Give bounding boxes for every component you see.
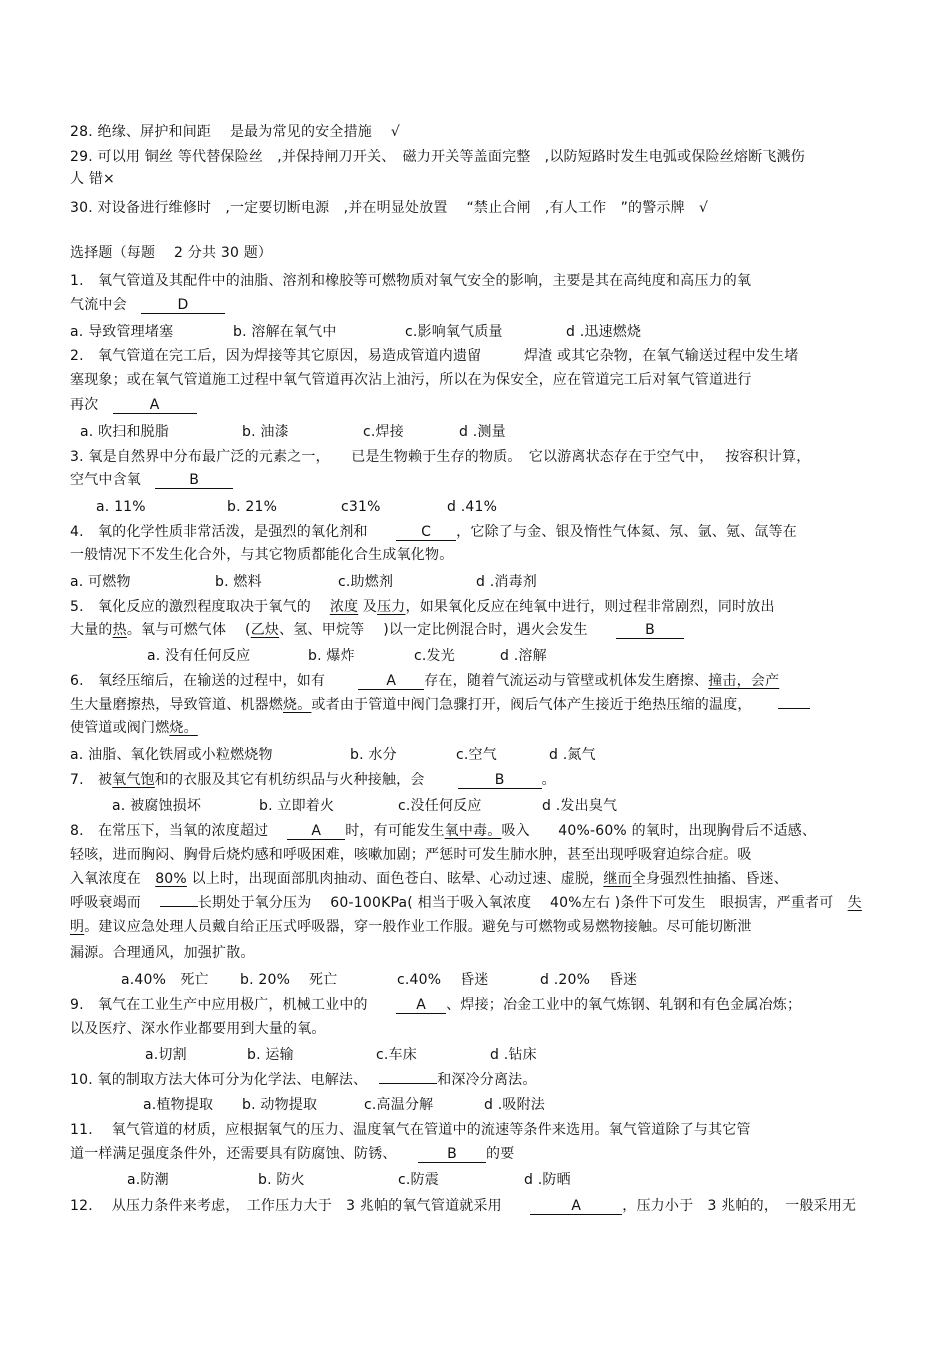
q6-option-c: c.空气 [456,747,497,763]
question-8-text-c: 吸入 40%-60% 的氧时，出现胸骨后不适感、 [501,823,817,839]
q8-option-d: d .20% 昏迷 [540,972,638,988]
question-6-text-e: 使管道或阀门燃 [70,720,170,736]
section-title: 选择题（每题 2 分共 30 题） [70,245,273,261]
question-5-underline-4: 乙炔 [250,622,280,638]
q7-option-a: a. 被腐蚀损坏 [112,798,202,814]
q11-option-a: a.防潮 [127,1172,169,1188]
question-6-text-a: 6. 氧经压缩后，在输送的过程中，如有 [70,673,326,689]
q1-option-a: a. 导致管理堵塞 [70,324,174,340]
question-11-answer: B [418,1146,486,1163]
question-11-text-b: 的要 [486,1146,515,1162]
question-11-line2 [70,1145,514,1163]
question-4-line1 [70,523,797,541]
question-12-text-b: ，压力小于 3 兆帕的， 一般采用无 [622,1198,857,1214]
q6-option-d: d .氮气 [549,747,596,763]
question-10-line1 [70,1071,537,1089]
question-8-underline-4: 失 [847,895,862,911]
question-12-answer: A [530,1198,622,1215]
question-7-line1 [70,771,556,789]
question-6-blank-2 [778,708,810,709]
q5-option-d: d .溶解 [500,648,547,664]
question-10-blank [379,1083,437,1084]
question-8-text-h: 长期处于氧分压为 60-100KPa( 相当于吸入氧浓度 40%左右 )条件下可发生 眼损害，严重者可 [197,895,848,911]
q10-option-c: c.高温分解 [364,1097,434,1113]
question-6-line3 [70,719,198,737]
q11-option-b: b. 防火 [258,1172,305,1188]
question-5-underline-3: 热 [112,622,127,638]
question-10-text-b: 和深冷分离法。 [437,1072,537,1088]
question-10-text-a: 10. 氧的制取方法大体可分为化学法、电解法、 [70,1072,361,1088]
question-11-text-a: 道一样满足强度条件外，还需要具有防腐蚀、防锈、 [70,1146,390,1162]
q4-option-a: a. 可燃物 [70,574,131,590]
q7-option-b: b. 立即着火 [259,798,335,814]
question-5-underline-1: 浓度 [329,599,359,615]
question-8-line2: 轻咳，进而胸闷、胸骨后烧灼感和呼吸困难，咳嗽加剧；严惩时可发生肺水肿，甚至出现呼吸窘迫综合症。吸 [70,847,752,863]
question-8-underline-5: 明 [70,919,85,935]
question-8-underline-3: 继而 [603,871,632,887]
q5-option-a: a. 没有任何反应 [147,648,251,664]
question-6-answer: A [358,673,424,690]
question-9-text-b: 、焊接；冶金工业中的氧气炼钢、轧钢和有色金属冶炼； [446,997,802,1013]
q8-option-c: c.40% 昏迷 [397,972,489,988]
question-6-text-d: 或者由于管道中阀门急骤打开，阀后气体产生接近于绝热压缩的温度， [311,697,745,713]
question-5-text-b: 及 [358,599,378,615]
question-11-line1: 11. 氧气管道的材质，应根据氧气的压力、温度氧气在管道中的流速等条件来选用。氧气管道除了与其它管 [70,1122,751,1138]
question-7-text-b: 和的衣服及其它有机纺织品与火种接触，会 [154,772,425,788]
question-8-line3 [70,870,788,888]
q7-option-c: c.没任何反应 [398,798,482,814]
question-1-answer: D [141,297,225,314]
question-8-underline-2: 80% [155,871,187,887]
question-8-answer: A [287,823,345,840]
question-12-line1 [70,1197,856,1215]
q10-option-d: d .吸附法 [484,1097,545,1113]
q5-option-b: b. 爆炸 [308,648,355,664]
tf-item-28: 28. 绝缘、屏护和间距 是最为常见的安全措施 √ [70,124,400,140]
question-6-underline-3: 烧。 [169,720,198,736]
q4-option-d: d .消毒剂 [476,574,537,590]
tf-item-30: 30. 对设备进行维修时 ,一定要切断电源 ,并在明显处放置 “禁止合闸 ,有人工作 ”的警示牌 √ [70,200,709,216]
q6-option-a: a. 油脂、氧化铁屑或小粒燃烧物 [70,747,273,763]
question-9-text-a: 9. 氧气在工业生产中应用极广，机械工业中的 [70,997,368,1013]
question-5-text-d: 大量的 [70,622,113,638]
question-3-line2 [70,471,233,489]
question-1-text: 气流中会 [70,297,127,313]
question-5-line1 [70,598,775,616]
question-8-underline-1: 氧中毒。 [444,823,502,839]
question-6-underline-2: 烧。 [283,697,312,713]
question-8-text-e: 以上时，出现面部肌肉抽动、面色苍白、眩晕、心动过速、虚脱， [186,871,604,887]
question-8-text-b: 时，有可能发生 [345,823,445,839]
question-5-text-f: 、氢、甲烷等 )以一定比例混合时，遇火会发生 [279,622,588,638]
q8-option-a: a.40% 死亡 [121,972,209,988]
question-8-text-d: 入氧浓度在 [70,871,156,887]
question-8-line5 [70,918,752,936]
question-3-answer: B [155,472,233,489]
question-8-text-a: 8. 在常压下，当氧的浓度超过 [70,823,269,839]
q7-option-d: d .发出臭气 [542,798,618,814]
question-6-line1 [70,672,779,690]
q2-option-d: d .测量 [459,424,506,440]
question-2-line3 [70,396,197,414]
q4-option-c: c.助燃剂 [338,574,394,590]
question-7-text-c: 。 [541,772,556,788]
q11-option-c: c.防震 [398,1172,439,1188]
q9-option-b: b. 运输 [247,1047,294,1063]
question-4-answer: C [396,524,456,541]
question-5-underline-2: 压力 [377,599,406,615]
question-6-underline-1: 撞击，会产 [708,673,780,689]
question-8-text-f: 全身强烈性抽搐、昏迷、 [631,871,788,887]
q9-option-d: d .钻床 [490,1047,537,1063]
question-3-line1: 3. 氧是自然界中分布最广泛的元素之一， 已是生物赖于生存的物质。 它以游离状态存在于空气中， 按容积计算， [70,449,811,465]
q10-option-a: a.植物提取 [143,1097,214,1113]
question-5-line2 [70,621,684,639]
question-9-answer: A [396,997,446,1014]
q4-option-b: b. 燃料 [215,574,262,590]
question-7-answer: B [458,772,542,789]
tf-item-29-line1: 29. 可以用 铜丝 等代替保险丝 ,并保持闸刀开关、 磁力开关等盖面完整 ,以防短路时发生电弧或保险丝熔断飞溅伤 [70,149,805,165]
q2-option-b: b. 油漆 [242,424,289,440]
question-12-text-a: 12. 从压力条件来考虑， 工作压力大于 3 兆帕的氧气管道就采用 [70,1198,502,1214]
q10-option-b: b. 动物提取 [242,1097,318,1113]
question-8-text-i: 。建议应急处理人员戴自给正压式呼吸器，穿一般作业工作服。避免与可燃物或易燃物接触。尽可能切断泄 [84,919,752,935]
question-8-line1 [70,822,816,840]
question-9-line1 [70,996,801,1014]
question-2-line2: 塞现象；或在氧气管道施工过程中氧气管道再次沾上油污，所以在为保安全，应在管道完工后对氧气管道进行 [70,372,752,388]
q9-option-c: c.车床 [376,1047,417,1063]
q9-option-a: a.切割 [145,1047,187,1063]
question-7-text-a: 7. 被 [70,772,113,788]
q3-option-c: c31% [341,499,381,515]
question-4-text: 4. 氧的化学性质非常活泼，是强烈的氧化剂和 [70,524,368,540]
q3-option-d: d .41% [447,499,498,515]
q5-option-c: c.发光 [414,648,455,664]
q1-option-c: c.影响氧气质量 [405,324,503,340]
q1-option-d: d .迅速燃烧 [566,324,642,340]
q2-option-a: a. 吹扫和脱脂 [80,424,170,440]
question-5-text-c: ，如果氧化反应在纯氧中进行，则过程非常剧烈，同时放出 [405,599,775,615]
question-9-line2: 以及医疗、深水作业都要用到大量的氧。 [70,1021,326,1037]
question-2-answer: A [113,397,197,414]
question-6-text-c: 生大量磨擦热，导致管道、机器燃 [70,697,283,713]
q2-option-c: c.焊接 [363,424,404,440]
question-7-underline-1: 氧气饱 [112,772,155,788]
question-1-line2 [70,296,225,314]
question-8-line4 [70,894,862,912]
question-3-text: 空气中含氧 [70,472,141,488]
q3-option-b: b. 21% [227,499,278,515]
q6-option-b: b. 水分 [350,747,397,763]
question-1-line1: 1. 氧气管道及其配件中的油脂、溶剂和橡胶等可燃物质对氧气安全的影响，主要是其在高纯度和高压力的氧 [70,273,752,289]
q8-option-b: b. 20% 死亡 [240,972,338,988]
question-5-answer: B [616,622,684,639]
tf-item-29-line2: 人 错× [70,171,115,187]
question-5-text-a: 5. 氧化反应的激烈程度取决于氧气的 [70,599,311,615]
question-4-line2: 一般情况下不发生化合外，与其它物质都能化合生成氧化物。 [70,547,454,563]
question-2-text: 再次 [70,397,99,413]
question-8-blank-2 [160,906,198,907]
q3-option-a: a. 11% [96,499,146,515]
question-6-text-b: 存在，随着气流运动与管壁或机体发生磨擦、 [424,673,709,689]
question-2-line1: 2. 氧气管道在完工后，因为焊接等其它原因，易造成管道内遗留 焊渣 或其它杂物，在氧气输送过程中发生堵 [70,348,799,364]
question-5-text-e: 。氧与可燃气体 ( [126,622,251,638]
question-6-line2 [70,696,810,714]
question-4-text-end: ，它除了与金、银及惰性气体氦、氖、氩、氪、氙等在 [456,524,797,540]
q1-option-b: b. 溶解在氧气中 [233,324,337,340]
q11-option-d: d .防晒 [524,1172,571,1188]
question-8-line6: 漏源。合理通风，加强扩散。 [70,945,255,961]
question-8-text-g: 呼吸衰竭而 [70,895,141,911]
